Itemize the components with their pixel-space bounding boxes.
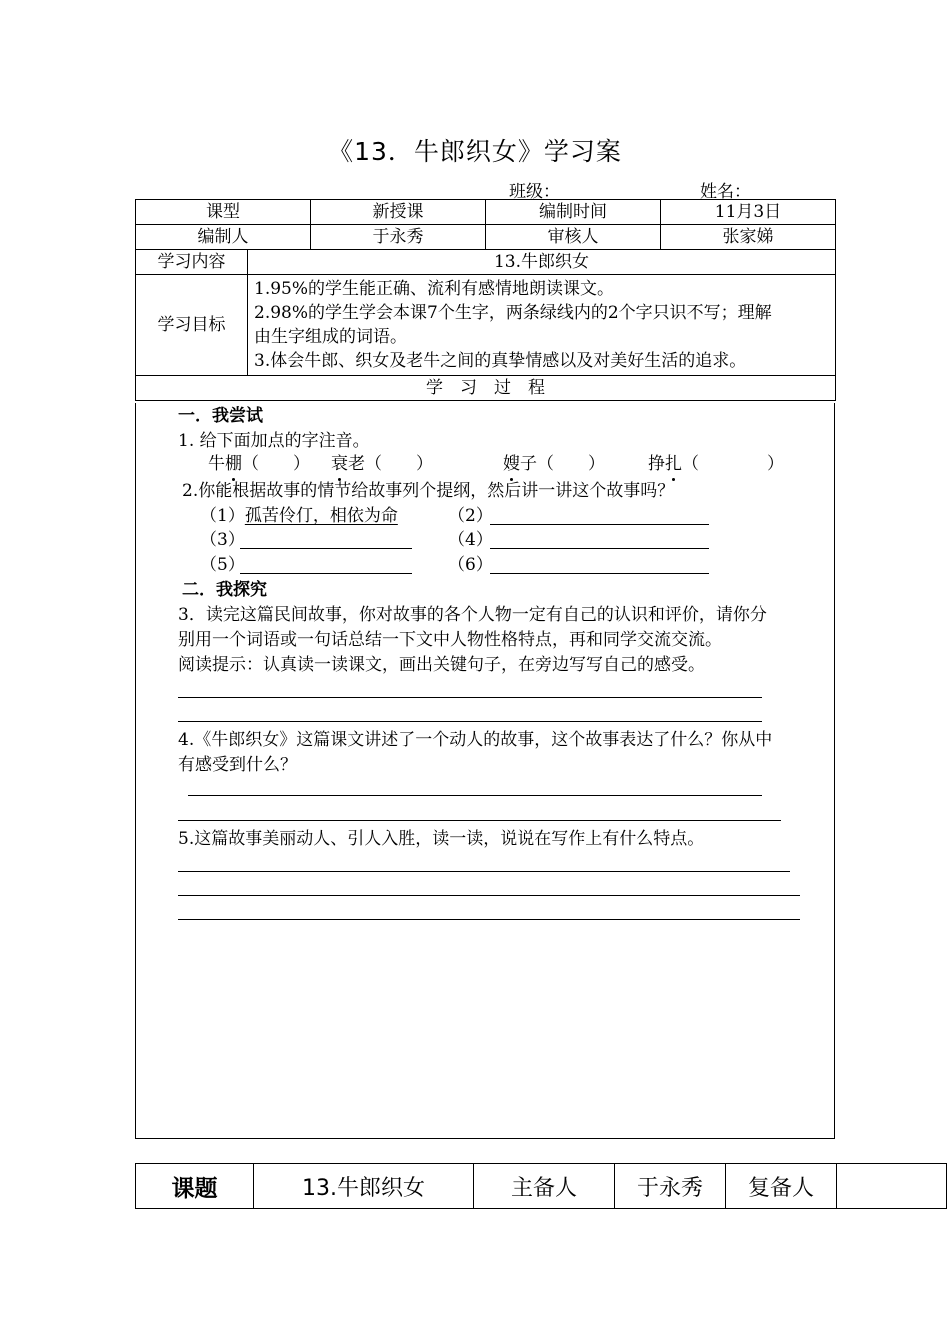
outline-1: （1）孤苦伶仃，相依为命 <box>200 506 398 526</box>
outline-3-blank[interactable] <box>240 548 412 549</box>
outline-4-label: （4） <box>448 530 493 550</box>
author-value: 于永秀 <box>311 225 486 250</box>
lesson-type-value: 新授课 <box>311 200 486 225</box>
question-3-line-2: 别用一个词语或一句话总结一下文中人物性格特点，再和同学交流交流。 <box>178 630 722 650</box>
outline-6-blank[interactable] <box>490 573 709 574</box>
question-3-line-1: 3．读完这篇民间故事，你对故事的各个人物一定有自己的认识和评价，请你分 <box>178 605 767 625</box>
outline-5-blank[interactable] <box>240 573 412 574</box>
section-explore-heading: 二．我探究 <box>182 580 267 600</box>
answer-4-line-1[interactable] <box>188 795 762 796</box>
reviewer-label: 审核人 <box>486 225 661 250</box>
answer-3-line-2[interactable] <box>178 721 762 722</box>
answer-3-line-1[interactable] <box>178 697 762 698</box>
info-table <box>135 199 836 401</box>
author-label: 编制人 <box>136 225 311 250</box>
name-label: 姓名： <box>700 182 751 202</box>
pinyin-item-2: 衰老（ ） <box>331 454 433 474</box>
main-preparer-label: 主备人 <box>474 1164 615 1209</box>
goal-2-cont: 由生字组成的词语。 <box>254 327 407 347</box>
process-section <box>135 403 835 1139</box>
answer-5-line-1[interactable] <box>178 871 790 872</box>
question-1: 1. 给下面加点的字注音。 <box>178 431 370 451</box>
outline-2-blank[interactable] <box>490 524 709 525</box>
outline-2-label: （2） <box>448 506 493 526</box>
lesson-footer-table <box>135 1163 947 1209</box>
outline-3-label: （3） <box>200 530 245 550</box>
goals-cell <box>248 275 836 376</box>
goal-2: 2.98%的学生学会本课7个生字，两条绿线内的2个字只识不写；理解 <box>254 303 772 323</box>
question-4-line-2: 有感受到什么？ <box>178 755 297 775</box>
content-label: 学习内容 <box>136 250 248 275</box>
question-3-hint: 阅读提示：认真读一读课文，画出关键句子，在旁边写写自己的感受。 <box>178 655 705 675</box>
outline-4-blank[interactable] <box>490 548 709 549</box>
pinyin-item-1: 牛棚（ ） <box>208 454 310 474</box>
question-5: 5.这篇故事美丽动人、引人入胜，读一读，说说在写作上有什么特点。 <box>178 829 705 849</box>
pinyin-item-4: 挣扎（ ） <box>648 454 784 474</box>
goal-3: 3.体会牛郎、织女及老牛之间的真挚情感以及对美好生活的追求。 <box>254 351 747 371</box>
question-4-line-1: 4.《牛郎织女》这篇课文讲述了一个动人的故事，这个故事表达了什么？你从中 <box>178 730 773 750</box>
class-label: 班级： <box>509 182 560 202</box>
compile-time-value: 11月3日 <box>661 200 836 225</box>
main-preparer-value: 于永秀 <box>615 1164 726 1209</box>
page-title: 《13．牛郎织女》学习案 <box>328 137 622 166</box>
question-2: 2.你能根据故事的情节给故事列个提纲，然后讲一讲这个故事吗？ <box>182 481 675 501</box>
compile-time-label: 编制时间 <box>486 200 661 225</box>
goals-label: 学习目标 <box>136 275 248 376</box>
content-value: 13.牛郎织女 <box>248 250 836 275</box>
answer-4-line-2[interactable] <box>178 820 781 821</box>
goal-1: 1.95%的学生能正确、流利有感情地朗读课文。 <box>254 279 615 299</box>
pinyin-item-3: 嫂子（ ） <box>503 454 605 474</box>
section-try-heading: 一．我尝试 <box>178 406 263 426</box>
co-preparer-label: 复备人 <box>726 1164 837 1209</box>
process-header: 学 习 过 程 <box>136 376 836 401</box>
lesson-type-label: 课型 <box>136 200 311 225</box>
outline-6-label: （6） <box>448 555 493 575</box>
topic-label: 课题 <box>136 1164 254 1209</box>
reviewer-value: 张家娣 <box>661 225 836 250</box>
co-preparer-value <box>837 1164 947 1209</box>
topic-value: 13.牛郎织女 <box>254 1164 474 1209</box>
outline-5-label: （5） <box>200 555 245 575</box>
answer-5-line-3[interactable] <box>178 919 800 920</box>
answer-5-line-2[interactable] <box>178 895 800 896</box>
